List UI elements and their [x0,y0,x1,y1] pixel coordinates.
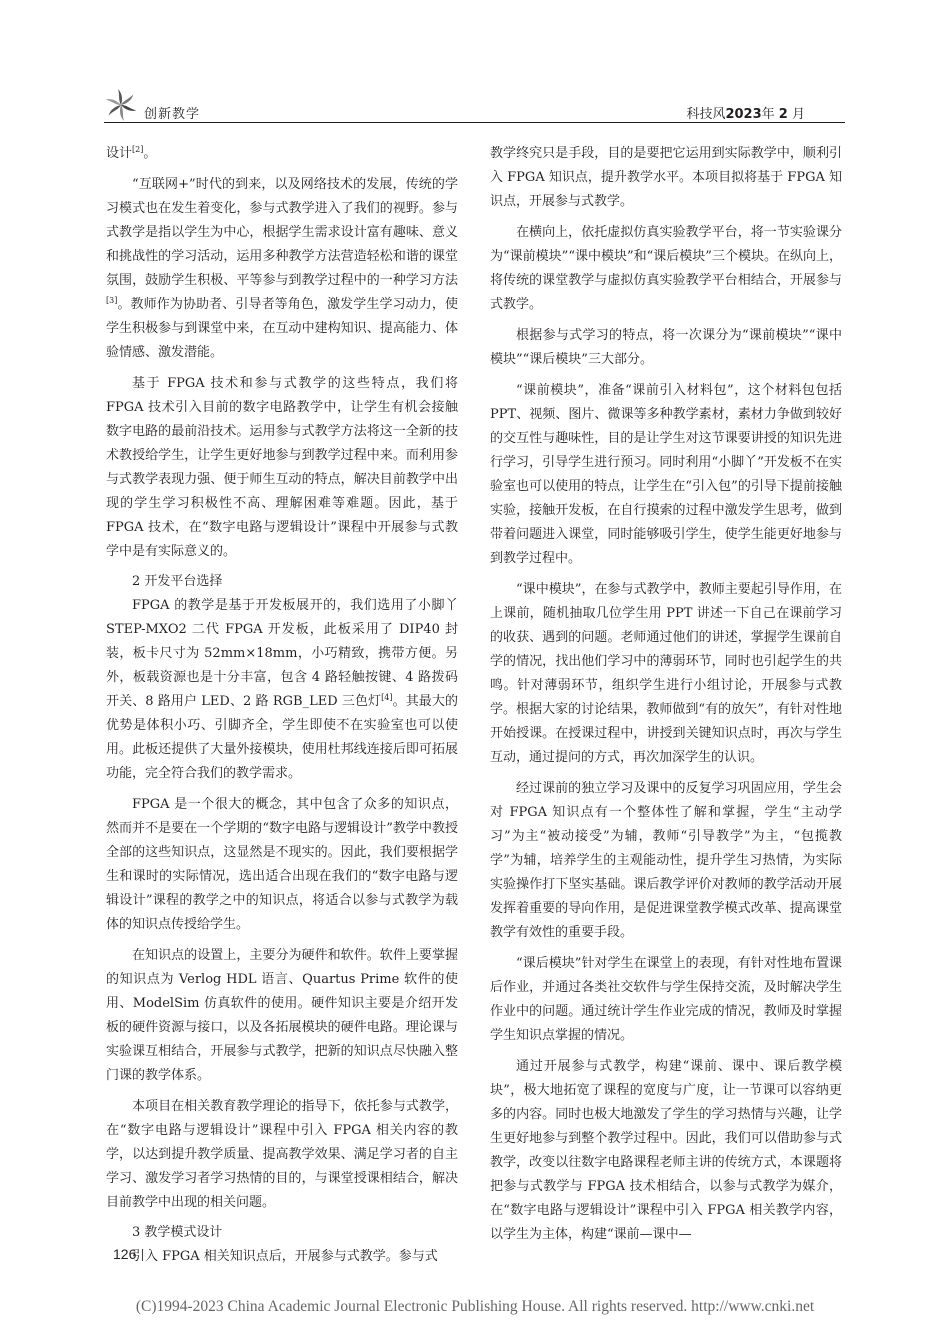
paragraph: 教学终究只是手段，目的是要把它运用到实际教学中，顺利引入 FPGA 知识点，提升教学水平。本项目拟将基于 FPGA 知识点，开展参与式教学。 [490,146,842,209]
journal-month: 2 [778,107,788,122]
paragraph: 引入 FPGA 相关知识点后，开展参与式教学。参与式 [132,1249,438,1264]
paragraph: “课前模块”，准备“课前引入材料包”，这个材料包包括 PPT、视频、图片、微课等多种教学素材，素材力争做到较好的交互性与趣味性，目的是让学生对这节课要讲授的知识先进行学习，引导学生进行预习。同时利用“小脚丫”开发板不在实验室也可以使用的特点，让学生在“引入包”的引导下提前接触实验，接触开发板，在自行摸索的过程中激发学生思考，做到带着问题进入课堂，同时能够吸引学生，使学生能更好地参与到教学过程中。 [490,383,842,566]
paragraph: 经过课前的独立学习及课中的反复学习巩固应用，学生会对 FPGA 知识点有一个整体性了解和掌握，学生“主动学习”为主“被动接受”为辅，教师“引导教学”为主，“包揽教学”为辅，培养学生的主观能动性，提升学生习热情，为实际实验操作打下坚实基础。课后教学评价对教师的教学活动开展发挥着重要的导向作用，是促进课堂教学模式改革、提高课堂教学有效性的重要手段。 [490,781,842,940]
paragraph: FPGA 是一个很大的概念，其中包含了众多的知识点，然而并不是要在一个学期的“数字电路与逻辑设计”教学中教授全部的这些知识点，这显然是不现实的。因此，我们要根据学生和课时的实际情况，选出适合出现在我们的“数字电路与逻辑设计”课程的教学之中的知识点，将适合以参与式教学为载体的知识点传授给学生。 [106,797,458,932]
left-column [106,142,458,1269]
paragraph-text: 。其最大的优势是体积小巧、引脚齐全，学生即使不在实验室也可以使用。此板还提供了大量外接模块，使用杜邦线连接后即可拓展功能，完全符合我们的教学需求。 [106,694,458,781]
paragraph-text: FPGA 的教学是基于开发板展开的，我们选用了小脚丫 STEP-MXO2 二代 FPGA 开发板，此板采用了 DIP40 封装，板卡尺寸为 52mm×18mm，小巧精致，携带方便。另外，板载资源也是十分丰富，包含 4 路轻触按键、4 路拨码开关、8 路用户 LED、2 路 RGB_LED 三色灯 [106,598,458,709]
section-heading: 2 开发平台选择 [132,574,223,589]
page-number: 126 [113,1246,137,1262]
journal-year: 2023 [725,107,762,122]
paragraph: 通过开展参与式教学，构建“课前、课中、课后教学模块”，极大地拓宽了课程的宽度与广度，让一节课可以容纳更多的内容。同时也极大地激发了学生的学习热情与兴趣，让学生更好地参与到整个教学过程中。因此，我们可以借助参与式教学，改变以往数字电路课程老师主讲的传统方式，本课题将把参与式教学与 FPGA 技术相结合，以参与式教学为媒介，在“数字电路与逻辑设计”课程中引入 FPGA 相关教学内容，以学生为主体，构建“课前—课中— [490,1059,842,1242]
paragraph-text: “互联网+”时代的到来，以及网络技术的发展，传统的学习模式也在发生着变化，参与式教学进入了我们的视野。参与式教学是指以学生为中心，根据学生需求设计富有趣味、意义和挑战性的学习活动，运用多种教学方法营造轻松和谐的课堂氛围，鼓励学生积极、平等参与到教学过程中的一种学习方法 [106,177,458,288]
paragraph-text: 设计 [106,146,133,161]
paragraph: 基于 FPGA 技术和参与式教学的这些特点，我们将 FPGA 技术引入目前的数字电路教学中，让学生有机会接触数字电路的最前沿技术。运用参与式教学方法将这一全新的技术教授给学生，让学生更好地参与到教学过程中来。而利用参与式教学表现力强、便于师生互动的特点，解决目前教学中出现的学生学习积极性不高、理解困难等难题。因此，基于 FPGA 技术，在“数字电路与逻辑设计”课程中开展参与式教学中是有实际意义的。 [106,376,458,559]
citation-ref: [3] [106,296,118,305]
journal-year-suffix: 年 [761,107,775,122]
journal-month-suffix: 月 [791,107,805,122]
pinwheel-logo-icon [104,88,138,122]
page-header [104,88,845,126]
paragraph [106,142,458,166]
paragraph: 根据参与式学习的特点，将一次课分为“课前模块”“课中模块”“课后模块”三大部分。 [490,328,842,367]
paragraph: “课中模块”，在参与式教学中，教师主要起引导作用，在上课前，随机抽取几位学生用 PPT 讲述一下自己在课前学习的收获、遇到的问题。老师通过他们的讲述，掌握学生课前自学的情况，找出他们学习中的薄弱环节，同时也引起学生的共鸣。针对薄弱环节，组织学生进行小组讨论，开展参与式教学。根据大家的讨论结果，教师做到“有的放矢”，有针对性地开始授课。在授课过程中，讲授到关键知识点时，再次与学生互动，通过提问的方式，再次加深学生的认识。 [490,582,842,765]
paragraph-text: 。 [143,146,157,161]
right-column [490,142,842,1247]
paragraph: 本项目在相关教育教学理论的指导下，依托参与式教学，在“数字电路与逻辑设计”课程中引入 FPGA 相关内容的教学，以达到提升教学质量、提高教学效果、满足学习者的自主学习、激发学习者学习热情的目的，与课堂授课相结合，解决目前教学中出现的相关问题。 [106,1099,458,1210]
journal-name: 科技风 [686,107,726,122]
citation-ref: [2] [132,145,144,154]
paragraph: 在知识点的设置上，主要分为硬件和软件。软件上要掌握的知识点为 Verlog HDL 语言、Quartus Prime 软件的使用、ModelSim 仿真软件的使用。硬件知识主要是介绍开发板的硬件资源与接口，以及各拓展模块的硬件电路。理论课与实验课互相结合，开展参与式教学，把新的知识点尽快融入整门课的教学体系。 [106,948,458,1083]
paragraph: 在横向上，依托虚拟仿真实验教学平台，将一节实验课分为“课前模块”“课中模块”和“课后模块”三个模块。在纵向上，将传统的课堂教学与虚拟仿真实验教学平台相结合，开展参与式教学。 [490,225,842,312]
section-heading: 3 教学模式设计 [132,1225,223,1240]
journal-issue-info [686,103,805,122]
paragraph: “课后模块”针对学生在课堂上的表现，有针对性地布置课后作业，并通过各类社交软件与学生保持交流，及时解决学生作业中的问题。通过统计学生作业完成的情况，教师及时掌握学生知识点掌握的情况。 [490,956,842,1043]
header-rule [104,122,845,123]
section-label: 创新教学 [144,107,201,122]
copyright-footer: (C)1994-2023 China Academic Journal Electronic Publishing House. All rights reserved. http://www.cnki.net [135,1298,815,1315]
paragraph [106,594,458,786]
paragraph-text: 。教师作为协助者、引导者等角色，激发学生学习动力，使学生积极参与到课堂中来，在互动中建构知识、提高能力、体验情感、激发潜能。 [106,297,458,360]
citation-ref: [4] [381,693,393,702]
paragraph [106,173,458,365]
